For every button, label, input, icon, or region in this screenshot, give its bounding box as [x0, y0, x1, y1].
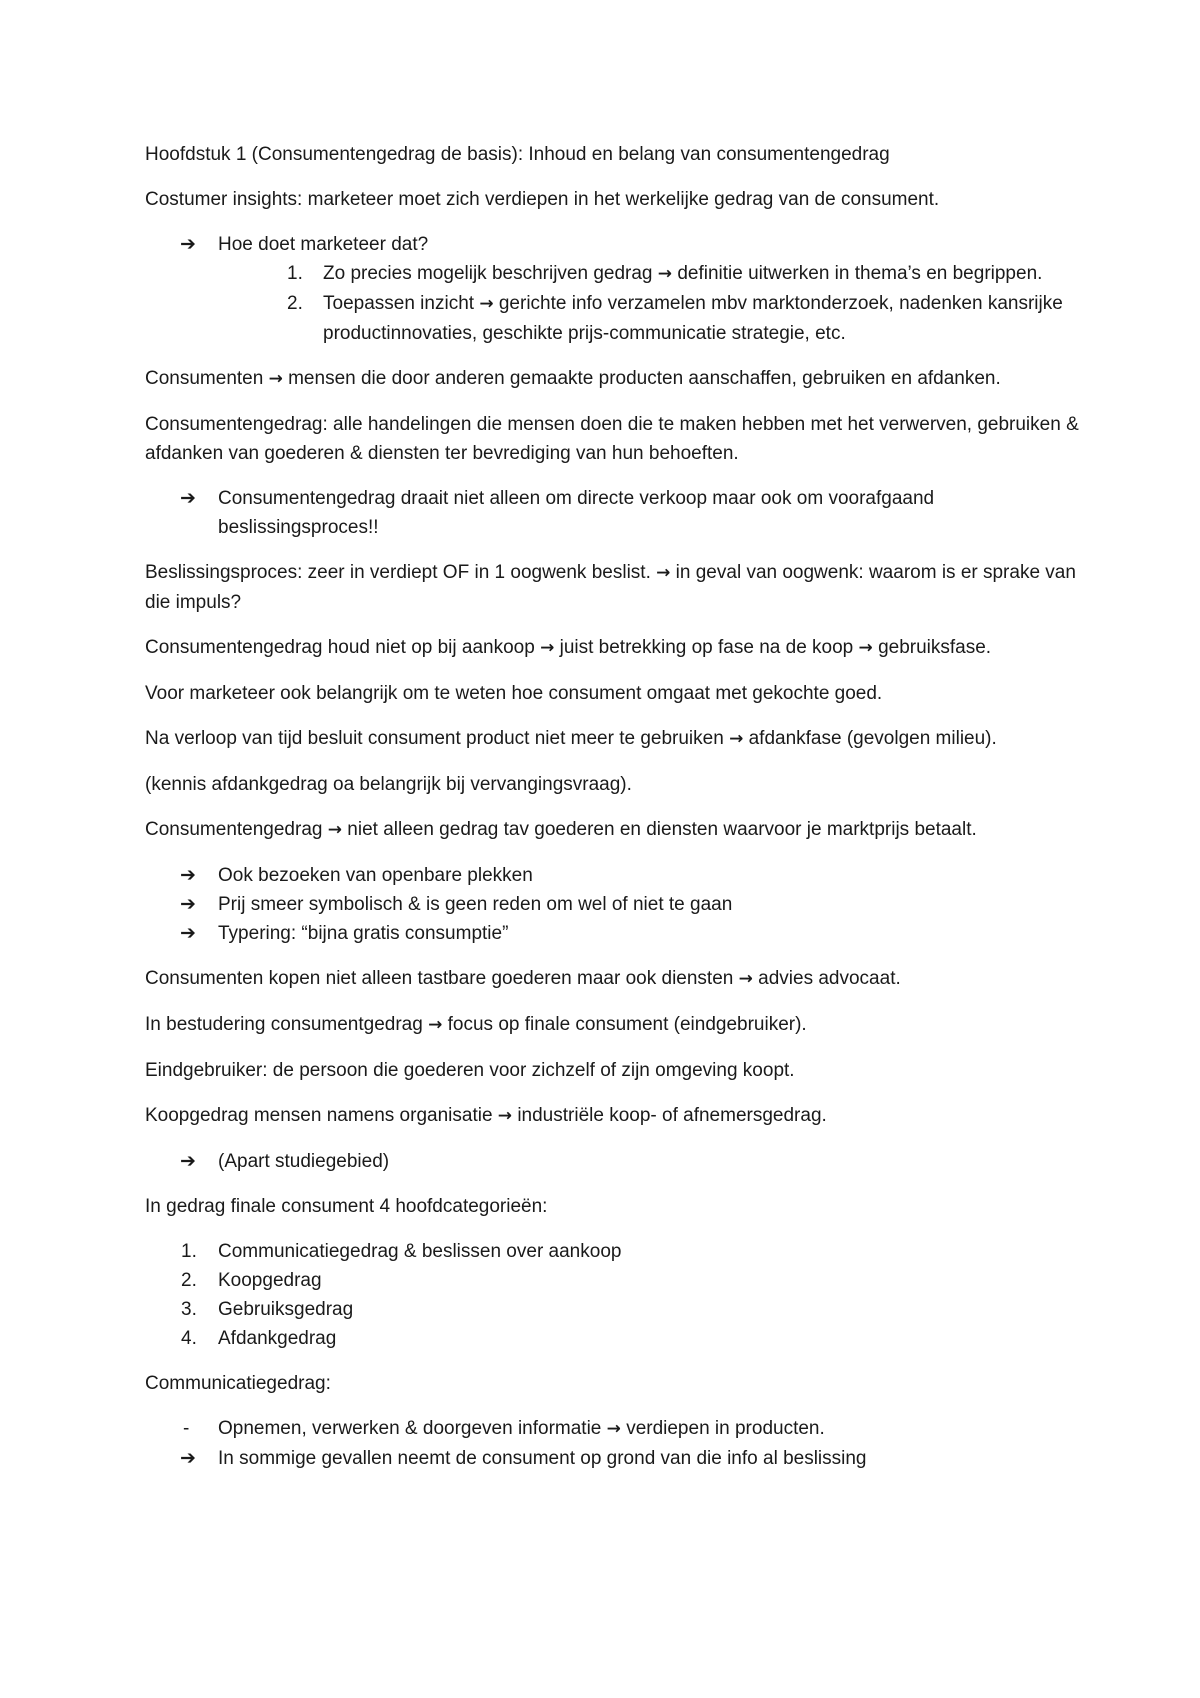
- paragraph: Consumentengedrag: alle handelingen die mensen doen die te maken hebben met het verwerven, gebruiken & afdanken van goederen & diensten ter bevrediging van hun behoeften.: [145, 414, 1079, 464]
- arrow-right-icon: ➔: [180, 233, 196, 255]
- arrow-right-icon: ➔: [180, 893, 196, 915]
- paragraph: Voor marketeer ook belangrijk om te weten hoe consument omgaat met gekochte goed.: [145, 683, 883, 704]
- arrow-right-icon: →: [479, 294, 494, 314]
- paragraph: In bestudering consumentgedrag → focus op finale consument (eindgebruiker).: [145, 1014, 807, 1035]
- list-item: 1. Communicatiegedrag & beslissen over aankoop: [181, 1241, 622, 1262]
- paragraph: Consumentengedrag houd niet op bij aankoop → juist betrekking op fase na de koop → gebruiksfase.: [145, 637, 992, 658]
- list-item: ➔ Typering: “bijna gratis consumptie”: [145, 919, 1085, 948]
- arrow-list: [145, 861, 1085, 948]
- list-item: 2. Toepassen inzicht → gerichte info verzamelen mbv marktonderzoek, nadenken kansrijke productinnovaties, geschikte prijs-communicatie strategie, etc.: [287, 293, 1063, 344]
- arrow-right-icon: ➔: [180, 1150, 196, 1172]
- list-item: ➔ Hoe doet marketeer dat?: [145, 230, 1085, 259]
- paragraph: Koopgedrag mensen namens organisatie → industriële koop- of afnemersgedrag.: [145, 1105, 827, 1126]
- paragraph: Eindgebruiker: de persoon die goederen voor zichzelf of zijn omgeving koopt.: [145, 1060, 795, 1081]
- arrow-list: [145, 1444, 1085, 1473]
- document-page: [145, 140, 1085, 1489]
- paragraph: Consumenten → mensen die door anderen gemaakte producten aanschaffen, gebruiken en afdanken.: [145, 368, 1001, 389]
- arrow-right-icon: →: [729, 729, 744, 749]
- list-item: 1. Zo precies mogelijk beschrijven gedrag → definitie uitwerken in thema’s en begrippen.: [287, 263, 1043, 284]
- arrow-right-icon: ➔: [180, 487, 196, 509]
- arrow-right-icon: →: [428, 1015, 443, 1035]
- paragraph: Costumer insights: marketeer moet zich verdiepen in het werkelijke gedrag van de consument.: [145, 189, 940, 210]
- numbered-sublist: [145, 259, 1085, 348]
- arrow-right-icon: →: [656, 563, 671, 583]
- list-item: ➔ Prij smeer symbolisch & is geen reden om wel of niet te gaan: [145, 890, 1085, 919]
- arrow-right-icon: ➔: [180, 1447, 196, 1469]
- list-item: ➔ Consumentengedrag draait niet alleen om directe verkoop maar ook om voorafgaand beslissingsproces!!: [145, 484, 1085, 542]
- list-item: ➔ Ook bezoeken van openbare plekken: [145, 861, 1085, 890]
- paragraph: Consumentengedrag → niet alleen gedrag tav goederen en diensten waarvoor je marktprijs betaalt.: [145, 819, 977, 840]
- paragraph: In gedrag finale consument 4 hoofdcategorieën:: [145, 1196, 548, 1217]
- dash-list: [145, 1414, 1085, 1444]
- arrow-right-icon: →: [327, 820, 342, 840]
- arrow-right-icon: →: [268, 369, 283, 389]
- arrow-right-icon: →: [497, 1106, 513, 1126]
- arrow-right-icon: →: [540, 638, 555, 658]
- numbered-list: [145, 1237, 1085, 1353]
- arrow-list: [145, 484, 1085, 542]
- paragraph: Na verloop van tijd besluit consument product niet meer te gebruiken → afdankfase (gevolgen milieu).: [145, 728, 997, 749]
- list-item: - Opnemen, verwerken & doorgeven informatie → verdiepen in producten.: [183, 1418, 825, 1439]
- paragraph: Consumenten kopen niet alleen tastbare goederen maar ook diensten → advies advocaat.: [145, 968, 901, 989]
- paragraph: Communicatiegedrag:: [145, 1373, 331, 1394]
- arrow-right-icon: →: [858, 638, 873, 658]
- arrow-list: [145, 1147, 1085, 1176]
- paragraph: Beslissingsproces: zeer in verdiept OF in 1 oogwenk beslist. → in geval van oogwenk: waarom is er sprake van die impuls?: [145, 562, 1076, 613]
- arrow-list: [145, 230, 1085, 259]
- list-item: ➔ (Apart studiegebied): [145, 1147, 1085, 1176]
- chapter-heading: Hoofdstuk 1 (Consumentengedrag de basis): Inhoud en belang van consumentengedrag: [145, 144, 890, 165]
- arrow-right-icon: →: [606, 1419, 621, 1439]
- arrow-right-icon: ➔: [180, 922, 196, 944]
- paragraph: (kennis afdankgedrag oa belangrijk bij vervangingsvraag).: [145, 774, 632, 795]
- list-item: 2. Koopgedrag: [181, 1270, 322, 1291]
- arrow-right-icon: →: [738, 969, 753, 989]
- arrow-right-icon: →: [657, 264, 673, 284]
- list-item: ➔ In sommige gevallen neemt de consument op grond van die info al beslissing: [145, 1444, 1085, 1473]
- list-item: 4. Afdankgedrag: [181, 1328, 337, 1349]
- list-item: 3. Gebruiksgedrag: [181, 1299, 354, 1320]
- arrow-right-icon: ➔: [180, 864, 196, 886]
